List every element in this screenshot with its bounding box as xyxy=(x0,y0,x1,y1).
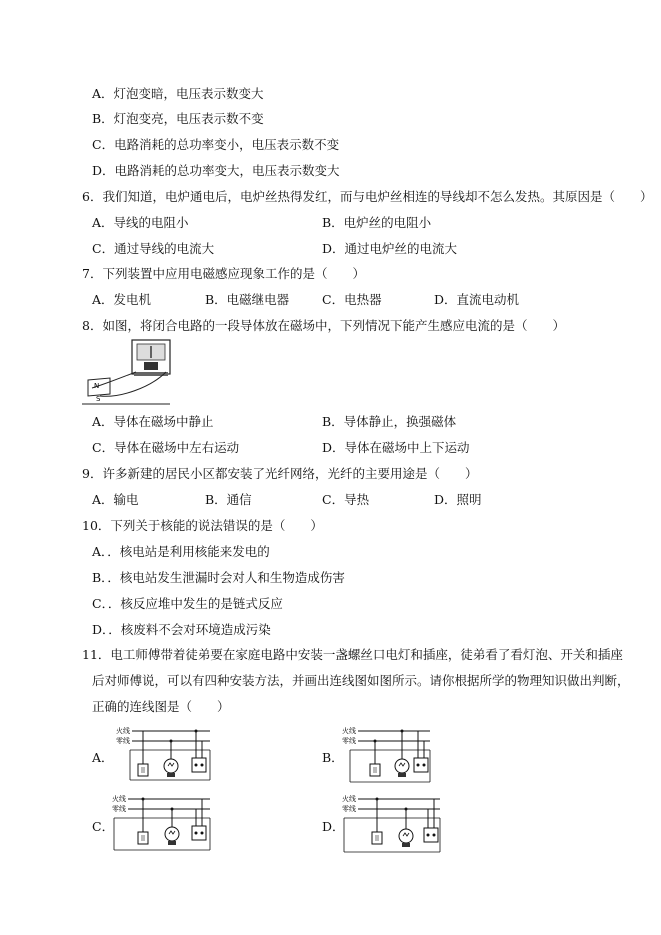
q11-option-b-label: B． xyxy=(322,750,344,765)
wiring-diagram-c xyxy=(112,794,212,852)
q11-stem-line1: 11．电工师傅带着徒弟要在家庭电路中安装一盏螺丝口电灯和插座，徒弟看了看灯泡、开关和插座 xyxy=(82,647,623,662)
q11-stem-line2: 后对师傅说，可以有四种安装方法，并画出连线图如图所示。请你根据所学的物理知识做出判断， xyxy=(92,673,630,688)
wiring-diagram-b xyxy=(342,726,432,784)
wiring-diagram-a xyxy=(116,726,212,782)
q7-option-a: A．发电机 xyxy=(92,292,152,307)
q8-stem: 8．如图，将闭合电路的一段导体放在磁场中，下列情况下能产生感应电流的是（ ） xyxy=(82,318,565,333)
q8-option-c: C．导体在磁场中左右运动 xyxy=(92,440,240,455)
live-wire-label-d: 火线 xyxy=(342,795,356,803)
q11-option-d-label: D． xyxy=(322,819,345,834)
prev-option-a: A．灯泡变暗，电压表示数变大 xyxy=(92,86,264,101)
q11-option-c-label: C． xyxy=(92,819,115,834)
q7-option-d: D．直流电动机 xyxy=(434,292,520,307)
q9-option-d: D．照明 xyxy=(434,492,482,507)
prev-option-b: B．灯泡变亮，电压表示数不变 xyxy=(92,111,264,126)
q6-option-a: A．导线的电阻小 xyxy=(92,215,189,230)
neutral-wire-label-c: 零线 xyxy=(112,805,126,813)
prev-option-c: C．电路消耗的总功率变小，电压表示数不变 xyxy=(92,137,340,152)
q11-stem-line3: 正确的连线图是（ ） xyxy=(92,699,230,714)
q10-option-c: C．．核反应堆中发生的是链式反应 xyxy=(92,596,283,611)
q8-option-b: B．导体静止，换强磁体 xyxy=(322,414,457,429)
q10-option-a: A．．核电站是利用核能来发电的 xyxy=(92,544,270,559)
q7-option-c: C．电热器 xyxy=(322,292,382,307)
prev-option-d: D．电路消耗的总功率变大，电压表示数变大 xyxy=(92,163,340,178)
live-wire-label-b: 火线 xyxy=(342,727,356,735)
q8-option-a: A．导体在磁场中静止 xyxy=(92,414,214,429)
q9-stem: 9．许多新建的居民小区都安装了光纤网络，光纤的主要用途是（ ） xyxy=(82,466,478,481)
wiring-diagram-d xyxy=(342,794,442,854)
neutral-wire-label-a: 零线 xyxy=(116,737,130,745)
magnet-s-label: S xyxy=(96,395,101,403)
q10-option-b: B．．核电站发生泄漏时会对人和生物造成伤害 xyxy=(92,570,345,585)
q10-stem: 10．下列关于核能的说法错误的是（ ） xyxy=(82,518,323,533)
q6-option-b: B．电炉丝的电阻小 xyxy=(322,215,432,230)
q6-option-d: D．通过电炉丝的电流大 xyxy=(322,241,458,256)
q8-option-d: D．导体在磁场中上下运动 xyxy=(322,440,470,455)
q9-option-b: B．通信 xyxy=(205,492,252,507)
neutral-wire-label-b: 零线 xyxy=(342,737,356,745)
q6-stem: 6．我们知道，电炉通电后，电炉丝热得发红，而与电炉丝相连的导线却不怎么发热。其原因是（ ） xyxy=(82,189,653,204)
q11-option-a-label: A． xyxy=(92,750,114,765)
galvanometer-magnet-figure xyxy=(80,338,172,410)
q6-option-c: C．通过导线的电流大 xyxy=(92,241,215,256)
q9-option-a: A．输电 xyxy=(92,492,139,507)
q7-option-b: B．电磁继电器 xyxy=(205,292,290,307)
magnet-n-label: N xyxy=(94,382,100,390)
q9-option-c: C．导热 xyxy=(322,492,370,507)
live-wire-label-c: 火线 xyxy=(112,795,126,803)
q7-stem: 7．下列装置中应用电磁感应现象工作的是（ ） xyxy=(82,266,365,281)
live-wire-label-a: 火线 xyxy=(116,727,130,735)
neutral-wire-label-d: 零线 xyxy=(342,805,356,813)
q10-option-d: D．．核废料不会对环境造成污染 xyxy=(92,622,271,637)
